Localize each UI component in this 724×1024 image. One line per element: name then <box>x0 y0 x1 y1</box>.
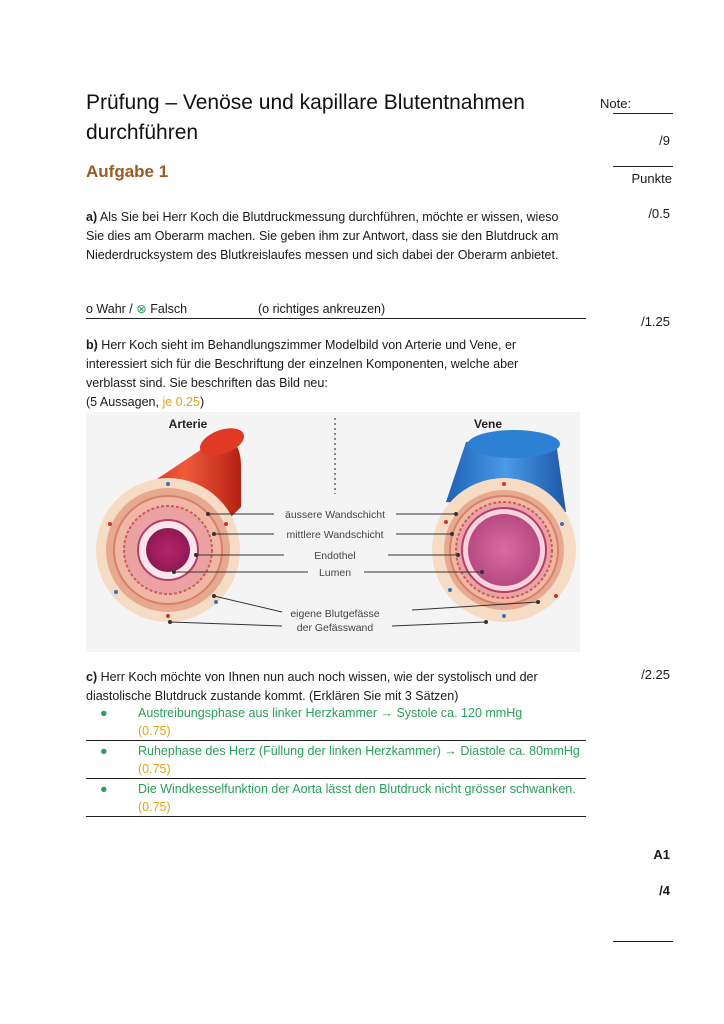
answer-1-points: (0.75) <box>138 724 171 738</box>
bullet-icon: ● <box>100 706 108 720</box>
divider-a <box>86 318 586 319</box>
bullet-icon: ● <box>100 744 108 758</box>
question-b-text: Herr Koch sieht im Behandlungszimmer Modelbild von Arterie und Vene, er interessiert sich für die Beschriftung der einzelnen Komponenten, welche aber verblasst sind. Sie beschriften das Bild neu: <box>86 338 519 390</box>
vessel-figure <box>86 412 580 652</box>
label-arterie: Arterie <box>168 417 208 431</box>
answer-3-points: (0.75) <box>138 800 171 814</box>
label-mittlere-wandschicht: mittlere Wandschicht <box>286 529 384 541</box>
label-vene: Vene <box>473 417 503 431</box>
note-line <box>613 113 673 114</box>
checked-circle-icon[interactable]: ⊗ <box>136 302 147 316</box>
scoring-prefix: (5 Aussagen, <box>86 395 159 409</box>
option-true[interactable]: o Wahr / <box>86 302 133 316</box>
instruction-text: (o richtiges ankreuzen) <box>258 302 386 316</box>
label-blutgefaesse-1: eigene Blutgefässe <box>290 608 380 620</box>
answer-options-a <box>86 300 486 319</box>
page-title: Prüfung – Venöse und kapillare Blutentnahmen durchführen <box>86 91 525 144</box>
answer-2-points: (0.75) <box>138 762 171 776</box>
answer-1-text: Austreibungsphase aus linker Herzkammer → Systole ca. 120 mmHg <box>138 706 523 720</box>
question-c-prefix: c) <box>86 670 98 684</box>
option-false[interactable]: Falsch <box>150 302 188 316</box>
question-b <box>86 336 566 412</box>
answer-2-text: Ruhephase des Herz (Füllung der linken Herzkammer) → Diastole ca. 80mmHg <box>138 744 580 758</box>
question-a <box>86 208 566 265</box>
points-b: /1.25 <box>641 314 670 329</box>
scoring-points: je 0.25 <box>162 395 200 409</box>
a1-label: A1 <box>653 847 670 862</box>
points-c: /2.25 <box>641 667 670 682</box>
a1-line <box>613 941 673 942</box>
question-a-text: Als Sie bei Herr Koch die Blutdruckmessung durchführen, möchte er wissen, wieso Sie dies am Oberarm machen. Sie geben ihm zur Antwort, dass sie den Blutdruck am Niederdrucksystem des Blutkreislaufes messen und sich dabei der Oberarm anbietet. <box>86 210 559 262</box>
answer-3-text: Die Windkesselfunktion der Aorta lässt den Blutdruck nicht grösser schwanken. <box>138 782 576 796</box>
label-endothel: Endothel <box>314 550 356 562</box>
question-b-prefix: b) <box>86 338 98 352</box>
scoring-suffix: ) <box>199 395 205 409</box>
answer-1 <box>86 704 586 741</box>
question-a-prefix: a) <box>86 210 98 224</box>
question-c <box>86 668 576 706</box>
label-lumen: Lumen <box>318 567 352 579</box>
label-aeussere-wandschicht: äussere Wandschicht <box>285 509 385 521</box>
total-line <box>613 166 673 167</box>
question-c-text: Herr Koch möchte von Ihnen nun auch noch wissen, wie der systolisch und der diastolische Blutdruck zustande kommt. (Erklären Sie mit 3 Sätzen) <box>86 670 538 703</box>
a1-total: /4 <box>659 883 670 898</box>
punkte-label: Punkte <box>631 171 672 186</box>
bullet-icon: ● <box>100 782 108 796</box>
answer-3 <box>86 780 586 817</box>
task-heading: Aufgabe 1 <box>86 162 169 181</box>
answer-2 <box>86 742 586 779</box>
points-a: /0.5 <box>648 206 670 221</box>
total-score: /9 <box>659 133 670 148</box>
label-blutgefaesse-2: der Gefässwand <box>296 622 374 634</box>
note-label: Note: <box>600 96 632 111</box>
